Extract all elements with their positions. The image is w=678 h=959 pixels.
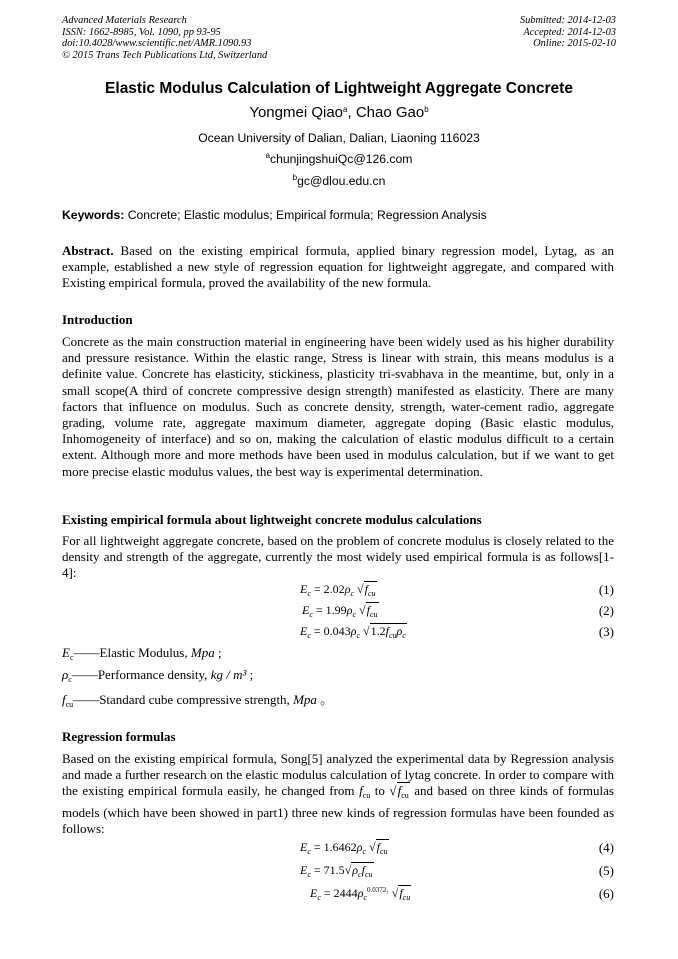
- equation-number: (6): [598, 886, 614, 901]
- eq-sub: c: [362, 847, 367, 856]
- eq-sub: c: [307, 631, 311, 640]
- regression-to: to: [370, 783, 390, 799]
- def-dash: ——: [71, 667, 98, 682]
- def-text: Elastic Modulus,: [99, 645, 191, 660]
- equation-number: (5): [598, 863, 614, 878]
- definition-row: [62, 645, 333, 667]
- equation-number: (1): [598, 582, 614, 597]
- equation-5: $E_c = 71.5√\rho_cf_{cu}$ (5): [300, 863, 614, 879]
- equation-6: $E_c = 2444\rho_c^{0.0372_1}$ $√f_{cu}$ (6): [310, 886, 614, 902]
- inline-sub: cu: [362, 791, 371, 801]
- keywords: [62, 208, 487, 222]
- eq-lhs: E: [300, 863, 308, 877]
- def-end: 。: [316, 692, 334, 707]
- equation-4: $E_c = 1.6462\rho_c$ $√f_{cu}$ (4): [300, 840, 614, 856]
- doi: doi:10.4028/www.scientific.net/AMR.1090.93: [62, 38, 252, 49]
- def-text: Standard cube compressive strength,: [99, 692, 294, 707]
- def-dash: ——: [73, 645, 100, 660]
- inline-sub: cu: [401, 791, 409, 801]
- inline-f: f: [359, 783, 363, 799]
- authors: [0, 104, 678, 121]
- email-b-address[interactable]: gc@dlou.edu.cn: [297, 174, 386, 188]
- equation-3: $E_c = 0.043\rho_c$ $√1.2f_{cu}\rho_c$ (3): [300, 624, 614, 640]
- eq-lhs: E: [300, 582, 308, 596]
- eq-body: f: [376, 840, 380, 854]
- equation-1: $E_c = 2.02\rho_c$ $√f_{cu}$ (1): [300, 582, 614, 598]
- def-sub: c: [68, 675, 72, 684]
- issn: ISSN: 1662-8985, Vol. 1090, pp 93-95: [62, 26, 221, 38]
- eq-rho: ρ: [357, 886, 364, 900]
- symbol-definitions: [62, 645, 333, 711]
- eq-lhs: E: [310, 886, 318, 900]
- eq-lhs: E: [302, 603, 310, 617]
- email-a: [0, 152, 678, 166]
- eq-coef: = 1.6462: [313, 840, 357, 854]
- equation-number: (2): [598, 603, 614, 618]
- def-sub: c: [69, 653, 74, 662]
- eq-rho: ρ: [356, 840, 363, 854]
- eq-rho: ρ: [346, 603, 353, 617]
- eq-coef: = 1.99: [315, 603, 347, 617]
- regression-text-1: Based on the existing empirical formula, Song[5] analyzed the experimental data by Regression analysis and made a further research on the elastic modulus calculation of lytag concrete. In order to compare with the existing empirical formula easily, he changed from: [62, 751, 614, 799]
- submitted-date: Submitted: 2014-12-03: [519, 15, 616, 26]
- eq-coef: = 2444: [323, 886, 358, 900]
- author-1-mark: a: [343, 105, 348, 114]
- eq-sub: c: [307, 870, 311, 879]
- journal-info: [62, 15, 267, 61]
- copyright: © 2015 Trans Tech Publications Ltd, Switzerland: [62, 49, 268, 61]
- abstract: [62, 243, 614, 292]
- regression-heading: Regression formulas: [62, 729, 176, 744]
- definition-row: [62, 689, 333, 711]
- equation-2: $E_c = 1.99\rho_c$ $√f_{cu}$ (2): [302, 603, 614, 619]
- eq-lhs: E: [300, 624, 308, 638]
- eq-coef: = 2.02: [313, 582, 345, 596]
- eq-body: 1.2: [370, 624, 386, 638]
- email-a-address[interactable]: chunjingshuiQc@126.com: [270, 152, 413, 166]
- eq-sub: c: [352, 610, 357, 619]
- eq-coef: = 0.043: [313, 624, 351, 638]
- def-symbol: f: [62, 692, 66, 707]
- def-unit: kg / m³: [210, 667, 247, 682]
- def-sub: cu: [65, 700, 74, 709]
- eq-sub: c: [363, 893, 368, 902]
- eq-sub: cu: [369, 610, 378, 619]
- def-symbol: ρ: [62, 667, 69, 682]
- keywords-text: Concrete; Elastic modulus; Empirical formula; Regression Analysis: [124, 208, 487, 222]
- journal-name: Advanced Materials Research: [62, 15, 187, 26]
- eq-sub: cu: [388, 631, 397, 640]
- def-symbol: E: [62, 645, 70, 660]
- eq-lhs: E: [300, 840, 308, 854]
- abstract-text: Based on the existing empirical formula, applied binary regression model, Lytag, as an example, established a new style of regression equation for lightweight aggregate, and compared with Existing empirical formula, proved the availability of the new formula.: [62, 243, 614, 291]
- accepted-date: Accepted: 2014-12-03: [523, 26, 616, 38]
- affiliation: Ocean University of Dalian, Dalian, Liaoning 116023: [198, 131, 480, 145]
- paper-title: Elastic Modulus Calculation of Lightweight Aggregate Concrete: [105, 80, 573, 97]
- eq-body: f: [364, 582, 368, 596]
- eq-rho: ρ: [350, 624, 357, 638]
- def-end: ;: [246, 667, 254, 682]
- dates-info: [520, 15, 616, 50]
- equation-number: (3): [598, 624, 614, 639]
- eq-sub: c: [317, 893, 321, 902]
- email-b: [0, 174, 678, 188]
- existing-heading: Existing empirical formula about lightweight concrete modulus calculations: [62, 512, 482, 527]
- keywords-label: Keywords:: [62, 208, 125, 222]
- abstract-label: Abstract.: [62, 243, 114, 258]
- eq-rho: ρ: [396, 624, 403, 638]
- eq-sub: c: [358, 870, 362, 879]
- author-separator: ,: [347, 104, 356, 121]
- eq-sub: c: [309, 610, 313, 619]
- eq-sub: c: [356, 631, 361, 640]
- intro-heading: Introduction: [62, 312, 133, 327]
- email-a-mark: a: [265, 151, 270, 160]
- def-dash: ——: [73, 692, 100, 707]
- intro-paragraph: Concrete as the main construction material in engineering have been widely used as his higher durability and pressure resistance. Within the elastic range, Stress is linear with strain, this means modulus is a definite value. Concrete has elasticity, stickiness, plasticity tri-svabhava in the meantime, but, only in a small scope(A third of concrete compressive design strength) manifested as elasticity. There are many factors that influence on modulus. Such as concrete density, strength, water-cement radio, aggregate grading, volume rate, aggregate maximum diameter, aggregate doping (Basic elastic modulus, Inhomogeneity of interface) and so on, making the calculation of elastic modulus difficult to a certain extent. Although more and more methods have been used in modulus calculation, but if we want to get more precise elastic modulus values, the best way is experimental determination.: [62, 334, 614, 479]
- regression-paragraph: Based on the existing empirical formula, Song[5] analyzed the experimental data by Regression analysis and made a further research on the elastic modulus calculation of lytag concrete. In order to compare with the existing empirical formula easily, he changed from $f_{cu}$ to $√f_{cu}$ and based on three kinds of formulas models (which have been showed in part1) three new kinds of regression formulas have been founded as follows:: [62, 751, 614, 836]
- def-end: ;: [214, 645, 222, 660]
- eq-rho: ρ: [344, 582, 351, 596]
- online-date: Online: 2015-02-10: [533, 38, 616, 49]
- def-unit: Mpa: [190, 645, 215, 660]
- email-b-mark: b: [292, 173, 298, 182]
- existing-paragraph: For all lightweight aggregate concrete, based on the problem of concrete modulus is closely related to the density and strength of the aggregate, currently the most widely used empirical formula is as follows[1-4]:: [62, 533, 614, 581]
- regression-text-2: and based on three kinds of formulas models (which have been showed in part1) three new kinds of regression formulas have been founded as follows:: [62, 783, 614, 836]
- equation-number: (4): [598, 840, 614, 855]
- eq-sub: cu: [364, 870, 373, 879]
- author-2: Chao Gao: [355, 104, 425, 121]
- eq-sub: c: [350, 589, 355, 598]
- definition-row: [62, 667, 333, 689]
- eq-body: f: [399, 886, 403, 900]
- eq-sub: c: [307, 589, 311, 598]
- eq-exponent: 0.0372₁: [367, 886, 389, 894]
- eq-coef: = 71.5: [313, 863, 345, 877]
- eq-sub: cu: [402, 893, 411, 902]
- eq-body: ρ: [352, 863, 359, 877]
- def-unit: Mpa: [293, 692, 317, 707]
- eq-sub: cu: [367, 589, 376, 598]
- inline-f: f: [397, 783, 402, 799]
- author-1: Yongmei Qiao: [249, 104, 344, 121]
- author-2-mark: b: [424, 105, 429, 114]
- eq-body: f: [366, 603, 370, 617]
- eq-sub: cu: [379, 847, 388, 856]
- eq-sub: c: [402, 631, 406, 640]
- eq-sub: c: [307, 847, 311, 856]
- def-text: Performance density,: [97, 667, 211, 682]
